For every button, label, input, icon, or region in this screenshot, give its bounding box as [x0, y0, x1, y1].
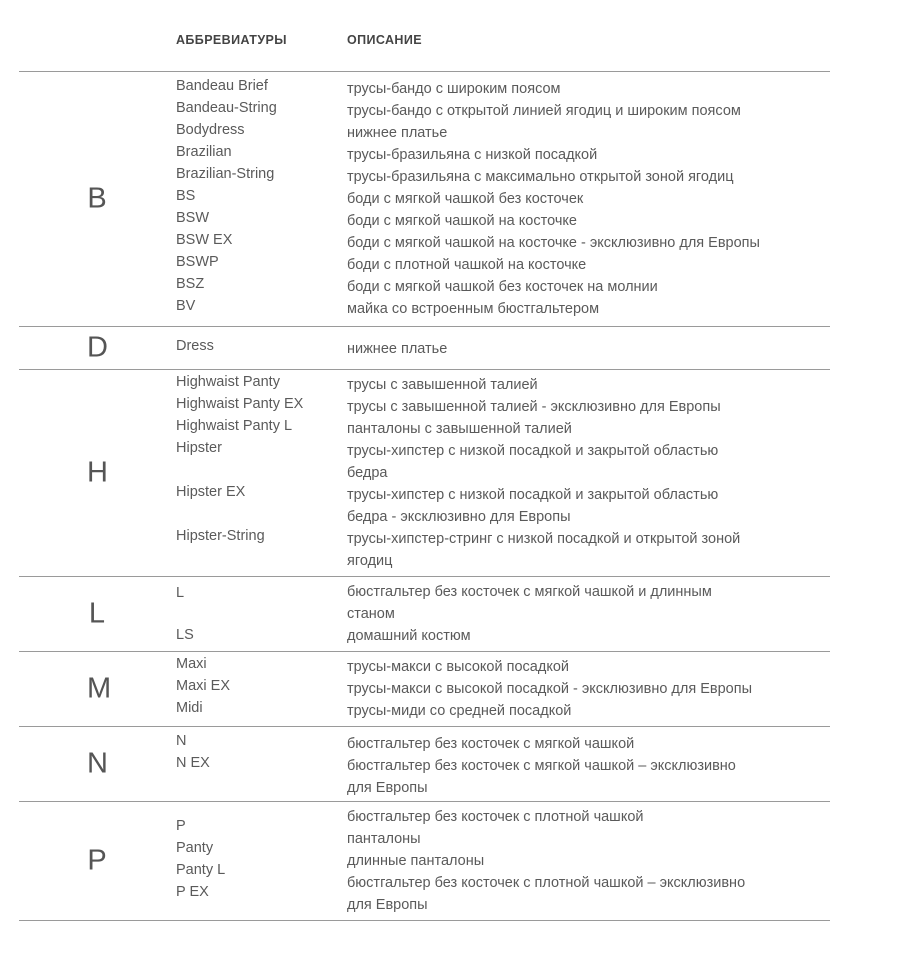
description	[347, 298, 827, 320]
description-line: станом	[347, 606, 395, 622]
description	[347, 418, 827, 440]
group-d	[19, 326, 830, 369]
description	[347, 528, 827, 572]
description-line: трусы-хипстер-стринг с низкой посадкой и открытой зоной	[347, 531, 741, 547]
description	[347, 100, 827, 122]
abbreviation: Hipster-String	[176, 528, 265, 544]
description	[347, 625, 827, 647]
description	[347, 850, 827, 872]
description-line: боди с мягкой чашкой без косточек	[347, 191, 584, 207]
description-line: трусы-хипстер с низкой посадкой и закрытой областью	[347, 443, 719, 459]
description	[347, 210, 827, 232]
abbreviation: Brazilian	[176, 144, 232, 160]
abbreviation: BSW EX	[176, 232, 233, 248]
group-h	[19, 369, 830, 576]
abbreviation: BV	[176, 298, 196, 314]
abbreviation: Maxi EX	[176, 678, 230, 694]
group-letter: L	[88, 597, 106, 630]
description-line: бюстгальтер без косточек с мягкой чашкой – эксклюзивно	[347, 758, 736, 774]
description	[347, 276, 827, 298]
description	[347, 122, 827, 144]
group-b	[19, 71, 830, 326]
description	[347, 232, 827, 254]
description	[347, 254, 827, 276]
description	[347, 374, 827, 396]
abbreviation: Highwaist Panty EX	[176, 396, 304, 412]
group-letter: N	[87, 747, 108, 780]
description-line: трусы-макси с высокой посадкой	[347, 659, 569, 675]
description-line: боди с мягкой чашкой без косточек на молнии	[347, 279, 658, 295]
table-header	[0, 33, 900, 53]
description	[347, 166, 827, 188]
abbreviation: Hipster	[176, 440, 222, 456]
abbreviation: Highwaist Panty	[176, 374, 280, 390]
description-line: трусы-бандо с открытой линией ягодиц и широким поясом	[347, 103, 741, 119]
description-line: боди с мягкой чашкой на косточке	[347, 213, 577, 229]
description-line: панталоны	[347, 831, 421, 847]
abbreviation: BSWP	[176, 254, 219, 270]
group-m	[19, 651, 830, 726]
description-line: трусы с завышенной талией	[347, 377, 538, 393]
description	[347, 484, 827, 528]
description	[347, 188, 827, 210]
abbreviation: Bodydress	[176, 122, 245, 138]
description-line: боди с мягкой чашкой на косточке - эксклюзивно для Европы	[347, 235, 760, 251]
group-letter: M	[87, 672, 112, 705]
description-line: трусы-бразильяна с низкой посадкой	[347, 147, 598, 163]
description-line: для Европы	[347, 897, 428, 913]
description-line: бедра	[347, 465, 388, 481]
abbreviation: BSW	[176, 210, 210, 226]
description-line: трусы-хипстер с низкой посадкой и закрытой областью	[347, 487, 719, 503]
abbreviation: L	[176, 585, 185, 601]
group-p	[19, 801, 830, 921]
description-line: длинные панталоны	[347, 853, 485, 869]
description-line: боди с плотной чашкой на косточке	[347, 257, 587, 273]
description-line: нижнее платье	[347, 125, 448, 141]
abbreviation: Bandeau-String	[176, 100, 277, 116]
description-line: трусы-бразильяна с максимально открытой зоной ягодиц	[347, 169, 734, 185]
abbreviation: Highwaist Panty L	[176, 418, 293, 434]
group-n	[19, 726, 830, 801]
description	[347, 700, 827, 722]
group-letter: B	[87, 182, 107, 215]
description-line: ягодиц	[347, 553, 393, 569]
description	[347, 755, 827, 799]
description	[347, 78, 827, 100]
header-description: ОПИСАНИЕ	[347, 33, 422, 47]
abbreviation: LS	[176, 627, 194, 643]
group-letter: D	[87, 331, 108, 364]
abbreviation: P EX	[176, 884, 209, 900]
abbreviation: Maxi	[176, 656, 207, 672]
description	[347, 656, 827, 678]
description	[347, 872, 827, 916]
description-line: бюстгальтер без косточек с плотной чашкой	[347, 809, 644, 825]
abbreviation: Bandeau Brief	[176, 78, 268, 94]
description	[347, 440, 827, 484]
abbreviation: Dress	[176, 338, 214, 354]
abbreviation: Panty	[176, 840, 214, 856]
description-line: панталоны с завышенной талией	[347, 421, 572, 437]
description-line: для Европы	[347, 780, 428, 796]
description	[347, 828, 827, 850]
abbreviation: P	[176, 818, 186, 834]
description-line: майка со встроенным бюстгальтером	[347, 301, 600, 317]
description-line: трусы-миди со средней посадкой	[347, 703, 572, 719]
description-line: домашний костюм	[347, 628, 471, 644]
abbreviation: N EX	[176, 755, 210, 771]
description	[347, 806, 827, 828]
abbreviations-table	[19, 71, 830, 921]
description-line: нижнее платье	[347, 341, 448, 357]
group-l	[19, 576, 830, 651]
abbreviation: N	[176, 733, 187, 749]
abbreviation: BS	[176, 188, 196, 204]
description	[347, 338, 827, 360]
description	[347, 396, 827, 418]
abbreviation: Panty L	[176, 862, 226, 878]
description	[347, 733, 827, 755]
description	[347, 581, 827, 625]
header-abbreviations: АББРЕВИАТУРЫ	[176, 33, 287, 47]
description-line: трусы-бандо с широким поясом	[347, 81, 561, 97]
abbreviation: BSZ	[176, 276, 205, 292]
group-letter: P	[87, 844, 107, 877]
description-line: бедра - эксклюзивно для Европы	[347, 509, 571, 525]
description-line: трусы с завышенной талией - эксклюзивно для Европы	[347, 399, 721, 415]
description-line: трусы-макси с высокой посадкой - эксклюзивно для Европы	[347, 681, 753, 697]
group-letter: H	[87, 456, 108, 489]
abbreviation: Midi	[176, 700, 203, 716]
abbreviation: Hipster EX	[176, 484, 246, 500]
description	[347, 144, 827, 166]
description	[347, 678, 827, 700]
description-line: бюстгальтер без косточек с плотной чашкой – эксклюзивно	[347, 875, 746, 891]
description-line: бюстгальтер без косточек с мягкой чашкой и длинным	[347, 584, 712, 600]
abbreviation: Brazilian-String	[176, 166, 275, 182]
description-line: бюстгальтер без косточек с мягкой чашкой	[347, 736, 635, 752]
